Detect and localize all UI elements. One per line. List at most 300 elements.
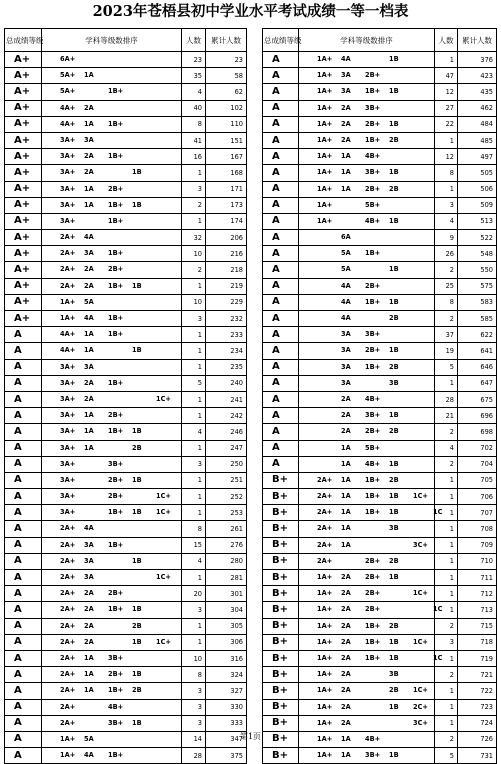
sequence-token: 1C+ [156, 492, 171, 501]
row-count: 3 [182, 715, 206, 731]
table-row [263, 424, 497, 440]
row-total-grade: A [263, 391, 299, 407]
sequence-token: 1B+ [108, 330, 124, 339]
row-total-grade: A [263, 197, 299, 213]
row-count: 4 [182, 424, 206, 440]
row-subject-sequence [299, 246, 435, 262]
header-subject-sequence: 学科等级数排序 [299, 29, 435, 52]
row-subject-sequence [42, 537, 182, 553]
row-subject-sequence [299, 100, 435, 116]
sequence-token: 2B+ [108, 411, 124, 420]
row-subject-sequence [299, 537, 435, 553]
sequence-token: 3A+ [60, 427, 76, 436]
sequence-token: 4A [341, 314, 351, 322]
row-cumulative: 375 [206, 748, 247, 764]
sequence-token: 1A+ [317, 573, 333, 581]
row-total-grade: B+ [263, 731, 299, 747]
row-cumulative: 316 [206, 650, 247, 666]
sequence-token: 2A [341, 653, 351, 662]
row-count: 12 [435, 84, 458, 100]
row-cumulative: 709 [458, 537, 497, 553]
sequence-token: 3A+ [60, 475, 76, 484]
row-subject-sequence [299, 327, 435, 343]
row-count: 1 [182, 408, 206, 424]
row-count: 3 [182, 699, 206, 715]
sequence-token: 1B [389, 702, 399, 711]
row-total-grade: A [263, 424, 299, 440]
row-total-grade: A [5, 586, 42, 602]
row-count: 10 [182, 246, 206, 262]
header-cumulative: 累计人数 [458, 29, 497, 52]
sequence-token: 1C+ [413, 589, 428, 598]
sequence-token: 1B+ [108, 540, 124, 549]
row-count: 2 [435, 311, 458, 327]
row-cumulative: 240 [206, 375, 247, 391]
sequence-token: 2B+ [108, 184, 124, 193]
row-cumulative: 522 [458, 230, 497, 246]
sequence-token: 2B [389, 427, 399, 436]
row-subject-sequence [42, 570, 182, 586]
row-count: 14 [182, 731, 206, 747]
row-subject-sequence [42, 553, 182, 569]
sequence-token: 3A [341, 71, 351, 80]
sequence-token: 3A [341, 362, 351, 371]
row-cumulative: 62 [206, 84, 247, 100]
sequence-token: 2A [341, 427, 351, 436]
row-cumulative: 711 [458, 570, 497, 586]
row-total-grade: A [263, 213, 299, 229]
row-subject-sequence [299, 683, 435, 699]
row-total-grade: A+ [5, 132, 42, 148]
sequence-token: 2A [84, 152, 94, 161]
row-count: 1 [435, 602, 458, 618]
row-cumulative: 330 [206, 699, 247, 715]
row-total-grade: B+ [263, 537, 299, 553]
row-cumulative: 702 [458, 440, 497, 456]
sequence-token: 3A+ [60, 184, 76, 193]
row-cumulative: 280 [206, 553, 247, 569]
table-row [263, 311, 497, 327]
table-row [263, 683, 497, 699]
row-count: 3 [182, 683, 206, 699]
sequence-token: 1A [341, 524, 351, 533]
row-count: 1 [435, 132, 458, 148]
sequence-token: 1B [389, 751, 399, 760]
sequence-token: 1B [389, 653, 399, 662]
sequence-token: 3A [341, 330, 351, 339]
sequence-token: 3A+ [60, 168, 76, 177]
sequence-token: 1C+ [413, 686, 428, 695]
row-cumulative: 173 [206, 197, 247, 213]
sequence-token: 1A+ [317, 589, 333, 598]
row-subject-sequence [42, 343, 182, 359]
sequence-token: 1A+ [317, 200, 333, 209]
sequence-token: 1A [84, 330, 94, 339]
header-total-grade: 总成绩等级 [263, 29, 299, 52]
row-total-grade: A [5, 408, 42, 424]
sequence-token: 2A+ [317, 524, 333, 533]
row-count: 3 [182, 181, 206, 197]
sequence-token: 2A [341, 589, 351, 598]
sequence-token: 3A+ [60, 152, 76, 161]
table-row [263, 375, 497, 391]
row-total-grade: B+ [263, 505, 299, 521]
sequence-token: 1A [341, 168, 351, 177]
row-count: 1 [435, 505, 458, 521]
row-cumulative: 233 [206, 327, 247, 343]
row-subject-sequence [299, 116, 435, 132]
table-row [5, 618, 247, 634]
sequence-token: 2A+ [60, 556, 76, 565]
row-cumulative: 622 [458, 327, 497, 343]
row-cumulative: 261 [206, 521, 247, 537]
sequence-token: 4B+ [365, 152, 381, 161]
sequence-token: 2A+ [60, 524, 76, 533]
row-subject-sequence [42, 246, 182, 262]
sequence-token: 2A [341, 119, 351, 128]
sequence-token: 3B [389, 524, 399, 533]
table-row [263, 505, 497, 521]
sequence-token: 1C+ [156, 508, 171, 517]
row-count: 1 [435, 521, 458, 537]
row-total-grade: A [263, 359, 299, 375]
table-row [5, 667, 247, 683]
table-row [5, 181, 247, 197]
row-total-grade: A [5, 505, 42, 521]
row-total-grade: B+ [263, 683, 299, 699]
row-total-grade: A+ [5, 278, 42, 294]
table-row [5, 456, 247, 472]
row-total-grade: A [263, 230, 299, 246]
row-total-grade: A+ [5, 149, 42, 165]
row-cumulative: 704 [458, 456, 497, 472]
sequence-token: 1A+ [60, 751, 76, 760]
grade-table-right [262, 28, 497, 764]
table-row [5, 748, 247, 764]
row-subject-sequence [42, 391, 182, 407]
row-count: 3 [435, 197, 458, 213]
row-cumulative: 550 [458, 262, 497, 278]
row-subject-sequence [42, 311, 182, 327]
row-subject-sequence [299, 570, 435, 586]
table-header-row [5, 29, 247, 52]
sequence-token: 1B [389, 55, 399, 63]
row-cumulative: 505 [458, 165, 497, 181]
table-row [5, 602, 247, 618]
sequence-token: 1B [389, 265, 399, 274]
row-cumulative: 241 [206, 391, 247, 407]
sequence-token: 2A [341, 135, 351, 144]
sequence-token: 2B [389, 362, 399, 371]
sequence-token: 1B [389, 168, 399, 177]
sequence-token: 1B+ [108, 314, 124, 322]
sequence-token: 1A [341, 751, 351, 760]
row-count: 1 [182, 327, 206, 343]
sequence-token: 2A+ [60, 637, 76, 646]
row-total-grade: B+ [263, 748, 299, 764]
header-subject-sequence: 学科等级数排序 [42, 29, 182, 52]
row-total-grade: B+ [263, 650, 299, 666]
sequence-token: 1A+ [317, 734, 333, 743]
row-subject-sequence [299, 343, 435, 359]
table-row [263, 213, 497, 229]
row-cumulative: 234 [206, 343, 247, 359]
sequence-token: 2A+ [60, 233, 76, 242]
sequence-token: 3A+ [60, 443, 76, 452]
sequence-token: 3B+ [365, 168, 381, 177]
row-cumulative: 423 [458, 68, 497, 84]
row-cumulative: 206 [206, 230, 247, 246]
sequence-token: 2A+ [317, 556, 333, 565]
row-total-grade: A [5, 715, 42, 731]
row-cumulative: 506 [458, 181, 497, 197]
table-row [263, 197, 497, 213]
sequence-token: 1B+ [365, 297, 381, 306]
table-row [5, 294, 247, 310]
row-count: 2 [435, 667, 458, 683]
sequence-token: 2B [389, 475, 399, 484]
sequence-token: 2A+ [60, 589, 76, 598]
row-total-grade: B+ [263, 699, 299, 715]
sequence-token: 1A [84, 411, 94, 420]
table-row [5, 683, 247, 699]
table-row [5, 440, 247, 456]
page-title: 2023年苍梧县初中学业水平考试成绩一等一档表 [92, 3, 409, 20]
table-row [5, 116, 247, 132]
row-cumulative: 167 [206, 149, 247, 165]
sequence-token: 1A [341, 734, 351, 743]
row-subject-sequence [42, 294, 182, 310]
row-count: 19 [435, 343, 458, 359]
row-cumulative: 462 [458, 100, 497, 116]
sequence-token: 1B+ [108, 751, 124, 760]
row-cumulative: 484 [458, 116, 497, 132]
row-subject-sequence [42, 84, 182, 100]
row-subject-sequence [42, 100, 182, 116]
sequence-token: 2B+ [365, 71, 381, 80]
row-cumulative: 641 [458, 343, 497, 359]
row-cumulative: 647 [458, 375, 497, 391]
row-cumulative: 706 [458, 489, 497, 505]
sequence-token: 2A+ [60, 281, 76, 290]
row-count: 2 [435, 424, 458, 440]
sequence-token: 3B+ [108, 718, 124, 727]
sequence-token: 3A [84, 573, 94, 581]
row-cumulative: 251 [206, 472, 247, 488]
row-total-grade: A [263, 100, 299, 116]
row-cumulative: 242 [206, 408, 247, 424]
row-count: 21 [435, 408, 458, 424]
row-count: 1 [182, 359, 206, 375]
row-subject-sequence [299, 213, 435, 229]
header-cumulative: 累计人数 [206, 29, 247, 52]
row-count: 8 [435, 294, 458, 310]
sequence-token: 4A [84, 233, 94, 242]
row-cumulative: 23 [206, 52, 247, 68]
sequence-token: 5A+ [60, 87, 76, 96]
row-cumulative: 281 [206, 570, 247, 586]
sequence-token: 2A+ [60, 686, 76, 695]
row-total-grade: A [5, 424, 42, 440]
row-total-grade: B+ [263, 553, 299, 569]
row-total-grade: A [263, 408, 299, 424]
sequence-token: 1A [84, 119, 94, 128]
sequence-token: 1B [132, 718, 142, 727]
row-total-grade: A+ [5, 165, 42, 181]
table-row [5, 230, 247, 246]
row-count: 3 [182, 602, 206, 618]
row-cumulative: 232 [206, 311, 247, 327]
row-subject-sequence [299, 521, 435, 537]
sequence-token: 2A [84, 394, 94, 403]
sequence-token: 1B [389, 508, 399, 517]
row-count: 1 [182, 472, 206, 488]
row-total-grade: A+ [5, 311, 42, 327]
sequence-token: 3A+ [60, 378, 76, 387]
sequence-token: 2B+ [365, 589, 381, 598]
sequence-token: 1A+ [317, 718, 333, 727]
sequence-token: 1B [389, 637, 399, 646]
sequence-token: 1B [132, 508, 142, 517]
row-count: 1 [435, 489, 458, 505]
sequence-token: 1B [132, 670, 142, 679]
row-total-grade: A [5, 618, 42, 634]
row-subject-sequence [299, 52, 435, 68]
sequence-token: 5A [84, 297, 94, 306]
row-subject-sequence [42, 181, 182, 197]
sequence-token: 2A [341, 394, 351, 403]
row-count: 5 [435, 359, 458, 375]
row-cumulative: 712 [458, 586, 497, 602]
sequence-token: 4B+ [365, 216, 381, 225]
row-subject-sequence [299, 586, 435, 602]
sequence-token: 1B+ [108, 119, 124, 128]
sequence-token: 3A [84, 362, 94, 371]
table-row [263, 748, 497, 764]
sequence-token: 1B+ [365, 249, 381, 258]
row-total-grade: A+ [5, 116, 42, 132]
row-subject-sequence [42, 715, 182, 731]
sequence-token: 2B [389, 686, 399, 695]
sequence-token: 1B+ [108, 249, 124, 258]
table-row [5, 246, 247, 262]
sequence-token: 3A+ [60, 411, 76, 420]
row-subject-sequence [299, 489, 435, 505]
sequence-token: 1B [389, 119, 399, 128]
row-cumulative: 305 [206, 618, 247, 634]
row-cumulative: 151 [206, 132, 247, 148]
sequence-token: 1A+ [317, 702, 333, 711]
sequence-token: 1A+ [317, 670, 333, 679]
sequence-token: 2B [389, 621, 399, 630]
row-subject-sequence [42, 424, 182, 440]
row-total-grade: A [263, 278, 299, 294]
row-total-grade: A [5, 472, 42, 488]
row-total-grade: A [5, 375, 42, 391]
sequence-token: 1B+ [108, 152, 124, 161]
sequence-token: 4B+ [365, 394, 381, 403]
row-subject-sequence [42, 683, 182, 699]
row-cumulative: 509 [458, 197, 497, 213]
row-count: 1 [182, 343, 206, 359]
row-count: 1 [435, 537, 458, 553]
sequence-token: 5A [84, 734, 94, 743]
row-count: 27 [435, 100, 458, 116]
row-subject-sequence [42, 602, 182, 618]
row-subject-sequence [299, 456, 435, 472]
row-cumulative: 485 [458, 132, 497, 148]
row-count: 8 [182, 521, 206, 537]
sequence-token: 1A+ [317, 55, 333, 63]
sequence-token: 4B+ [365, 734, 381, 743]
sequence-token: 3B+ [365, 103, 381, 112]
sequence-token: 4A+ [60, 330, 76, 339]
sequence-token: 3C+ [413, 718, 428, 727]
sequence-token: 1A [84, 653, 94, 662]
row-cumulative: 58 [206, 68, 247, 84]
row-subject-sequence [42, 213, 182, 229]
row-total-grade: A [263, 311, 299, 327]
sequence-token: 4A [84, 751, 94, 760]
sequence-token: 2A+ [317, 475, 333, 484]
row-subject-sequence [42, 521, 182, 537]
row-count: 2 [435, 262, 458, 278]
row-count: 1 [435, 570, 458, 586]
row-cumulative: 219 [206, 278, 247, 294]
row-subject-sequence [42, 116, 182, 132]
table-row [263, 489, 497, 505]
sequence-token: 5B+ [365, 443, 381, 452]
row-subject-sequence [299, 424, 435, 440]
row-total-grade: B+ [263, 472, 299, 488]
sequence-token: 2B+ [365, 573, 381, 581]
table-row [5, 132, 247, 148]
table-row [5, 100, 247, 116]
table-row [5, 715, 247, 731]
sequence-token: 1A+ [317, 168, 333, 177]
row-total-grade: A+ [5, 262, 42, 278]
table-row [263, 359, 497, 375]
row-count: 40 [182, 100, 206, 116]
table-row [5, 634, 247, 650]
row-total-grade: A [263, 165, 299, 181]
row-subject-sequence [42, 230, 182, 246]
row-cumulative: 246 [206, 424, 247, 440]
row-cumulative: 723 [458, 699, 497, 715]
row-subject-sequence [42, 132, 182, 148]
sequence-token: 1A [341, 443, 351, 452]
sequence-token: 1B [389, 297, 399, 306]
sequence-token: 1A [341, 184, 351, 193]
row-cumulative: 333 [206, 715, 247, 731]
row-count: 1 [435, 52, 458, 68]
table-row [263, 408, 497, 424]
row-cumulative: 435 [458, 84, 497, 100]
table-row [5, 197, 247, 213]
row-total-grade: B+ [263, 570, 299, 586]
sequence-token: 3B+ [108, 459, 124, 468]
sequence-token: 2B+ [365, 184, 381, 193]
row-subject-sequence [299, 84, 435, 100]
sequence-token: 1A [84, 200, 94, 209]
row-cumulative: 731 [458, 748, 497, 764]
row-total-grade: A [263, 456, 299, 472]
sequence-token: 1B+ [108, 87, 124, 96]
sequence-token: 1B [389, 87, 399, 96]
sequence-token: 2A+ [60, 249, 76, 258]
sequence-token: 1B [389, 346, 399, 355]
sequence-token: 4B+ [108, 702, 124, 711]
